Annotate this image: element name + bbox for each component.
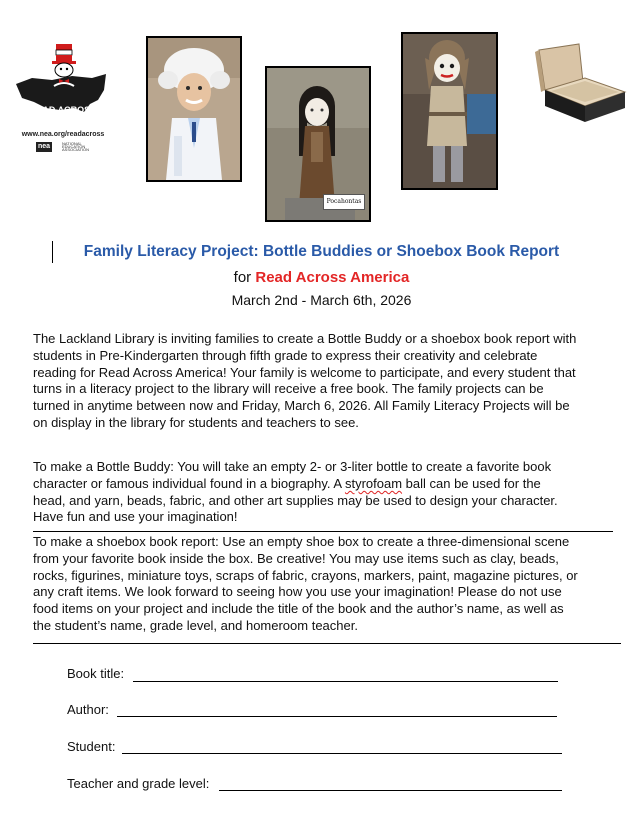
intro-line: reading for Read Across America! Your family is welcome to participate, and every student that xyxy=(33,364,576,380)
book-title-field[interactable] xyxy=(133,681,558,682)
shoebox-graphic xyxy=(531,42,629,126)
teacher-grade-field[interactable] xyxy=(219,790,562,791)
shoebox-paragraph xyxy=(33,534,618,635)
intro-line: The Lackland Library is inviting families to create a Bottle Buddy or a shoebox book report with xyxy=(33,331,577,346)
photo-explorer-bottle-buddy xyxy=(401,32,498,190)
bottle-line-part: ball can be used for the xyxy=(402,475,541,491)
author-label: Author: xyxy=(67,702,109,717)
event-line xyxy=(0,269,643,286)
intro-line: on display in the library for students and teachers to see. xyxy=(33,414,359,430)
event-prefix: for xyxy=(233,269,256,286)
nea-subtitle: NATIONAL EDUCATION ASSOCIATION xyxy=(62,141,90,152)
shoebox-line: from your favorite book inside the box. Be creative! You may use items such as clay, beads, xyxy=(33,550,559,566)
read-across-america-logo xyxy=(12,38,112,156)
bottle-line: head, and yarn, beads, fabric, and other art supplies may be used to design your character. xyxy=(33,492,558,508)
intro-paragraph xyxy=(33,331,618,432)
photo-einstein-bottle-buddy xyxy=(146,36,242,182)
teacher-grade-label: Teacher and grade level: xyxy=(67,776,210,791)
student-label: Student: xyxy=(67,739,116,754)
pocahontas-sign: Pocahontas xyxy=(323,194,365,210)
shoebox-line: To make a shoebox book report: Use an empty shoe box to create a three-dimensional scene xyxy=(33,534,570,549)
logo-subtext: AN NEA PROJECT xyxy=(44,126,80,131)
bottle-line xyxy=(33,476,618,493)
student-field[interactable] xyxy=(122,753,562,754)
section-divider xyxy=(33,643,621,644)
bottle-line: To make a Bottle Buddy: You will take an empty 2- or 3-liter bottle to create a favorite book xyxy=(33,459,552,474)
book-title-label: Book title: xyxy=(67,666,125,681)
nea-badge: nea xyxy=(38,143,51,150)
bottle-line-part: character or famous individual found in a biography. A xyxy=(33,475,345,491)
event-dates: March 2nd - March 6th, 2026 xyxy=(231,292,412,308)
intro-line: turns in a literacy project to the library will receive a free book. The family projects can be xyxy=(33,381,544,397)
event-name: Read Across America xyxy=(255,269,410,286)
intro-line: students in Pre-Kindergarten through fifth grade to express their creativity and celebrate xyxy=(33,347,538,363)
spellcheck-flagged-word: styrofoam xyxy=(344,475,403,491)
photo-pocahontas-bottle-buddy xyxy=(265,66,371,222)
section-divider xyxy=(33,531,613,532)
page-title: Family Literacy Project: Bottle Buddies or Shoebox Book Report xyxy=(83,243,560,260)
logo-wordmark: READ ACROSS AMERICA xyxy=(29,105,97,124)
shoebox-line: rocks, figurines, miniature toys, scraps of fabric, crayons, markers, paint, magazine pictures, or xyxy=(33,567,578,583)
author-field[interactable] xyxy=(117,716,557,717)
bottle-buddy-paragraph xyxy=(33,459,618,526)
bottle-line: Have fun and use your imagination! xyxy=(33,509,238,525)
shoebox-line: food items on your project and include the title of the book and the author’s name, as well as xyxy=(33,601,564,617)
intro-line: turned in anytime between now and Friday, March 6, 2026. All Family Literacy Projects will be xyxy=(33,398,570,414)
shoebox-line: the student’s name, grade level, and homeroom teacher. xyxy=(33,617,358,633)
shoebox-line: any craft items. We look forward to seeing how you use your imagination! Please do not use xyxy=(33,584,562,600)
logo-url: www.nea.org/readacross xyxy=(21,131,105,138)
